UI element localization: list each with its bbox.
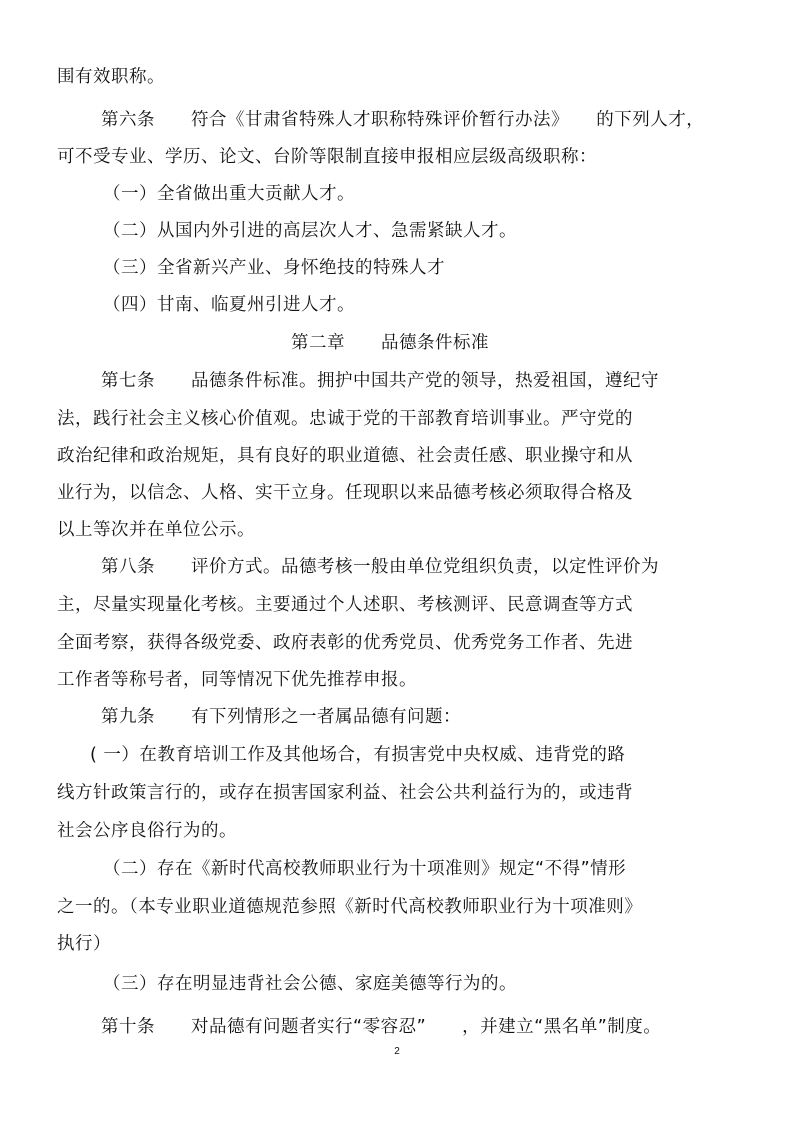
page-number: 2 xyxy=(394,1046,400,1057)
text-line: 主，尽量实现量化考核。主要通过个人述职、考核测评、民意调查等方式 xyxy=(57,595,633,615)
list-item: （三）全省新兴产业、身怀绝技的特殊人才 xyxy=(103,258,445,278)
text-line: 之一的。（本专业职业道德规范参照《新时代高校教师职业行为十项准则》 xyxy=(57,897,643,917)
list-item: （三）存在明显违背社会公德、家庭美德等行为的。 xyxy=(103,974,517,994)
text-line: 执行） xyxy=(57,934,111,954)
list-item: （二）从国内外引进的高层次人才、急需紧缺人才。 xyxy=(103,221,517,241)
article-10-heading-line: 第十条 对品德有问题者实行“零容忍” ，并建立“黑名单”制度。 xyxy=(101,1017,662,1037)
text-line: 社会公序良俗行为的。 xyxy=(57,821,237,841)
text-line: 围有效职称。 xyxy=(57,67,165,87)
text-line: 业行为，以信念、人格、实干立身。任现职以来品德考核必须取得合格及 xyxy=(57,483,633,503)
article-7-heading-line: 第七条 品德条件标准。拥护中国共产党的领导，热爱祖国，遵纪守 xyxy=(101,371,659,391)
list-item: （四）甘南、临夏州引进人才。 xyxy=(103,295,355,315)
list-item: （二）存在《新时代高校教师职业行为十项准则》规定“不得”情形 xyxy=(103,859,627,879)
text-line: 以上等次并在单位公示。 xyxy=(57,520,255,540)
article-6-heading-line: 第六条 符合《甘肃省特殊人才职称特殊评价暂行办法》 的下列人才， xyxy=(101,110,705,130)
article-9-heading-line: 第九条 有下列情形之一者属品德有问题： xyxy=(101,707,461,727)
text-line: 工作者等称号者，同等情况下优先推荐申报。 xyxy=(57,670,417,690)
text-line: 全面考察，获得各级党委、政府表彰的优秀党员、优秀党务工作者、先进 xyxy=(57,633,633,653)
text-line: 可不受专业、学历、论文、台阶等限制直接申报相应层级高级职称： xyxy=(57,147,597,167)
chapter-title: 第二章 品德条件标准 xyxy=(291,333,489,353)
text-line: 线方针政策言行的，或存在损害国家利益、社会公共利益行为的，或违背 xyxy=(57,783,633,803)
list-item: ( 一）在教育培训工作及其他场合，有损害党中央权威、违背党的路 xyxy=(90,745,626,765)
article-8-heading-line: 第八条 评价方式。品德考核一般由单位党组织负责，以定性评价为 xyxy=(101,557,659,577)
text-line: 法，践行社会主义核心价值观。忠诚于党的干部教育培训事业。严守党的 xyxy=(57,409,633,429)
text-line: 政治纪律和政治规矩，具有良好的职业道德、社会责任感、职业操守和从 xyxy=(57,446,633,466)
list-item: （一）全省做出重大贡献人才。 xyxy=(103,184,355,204)
